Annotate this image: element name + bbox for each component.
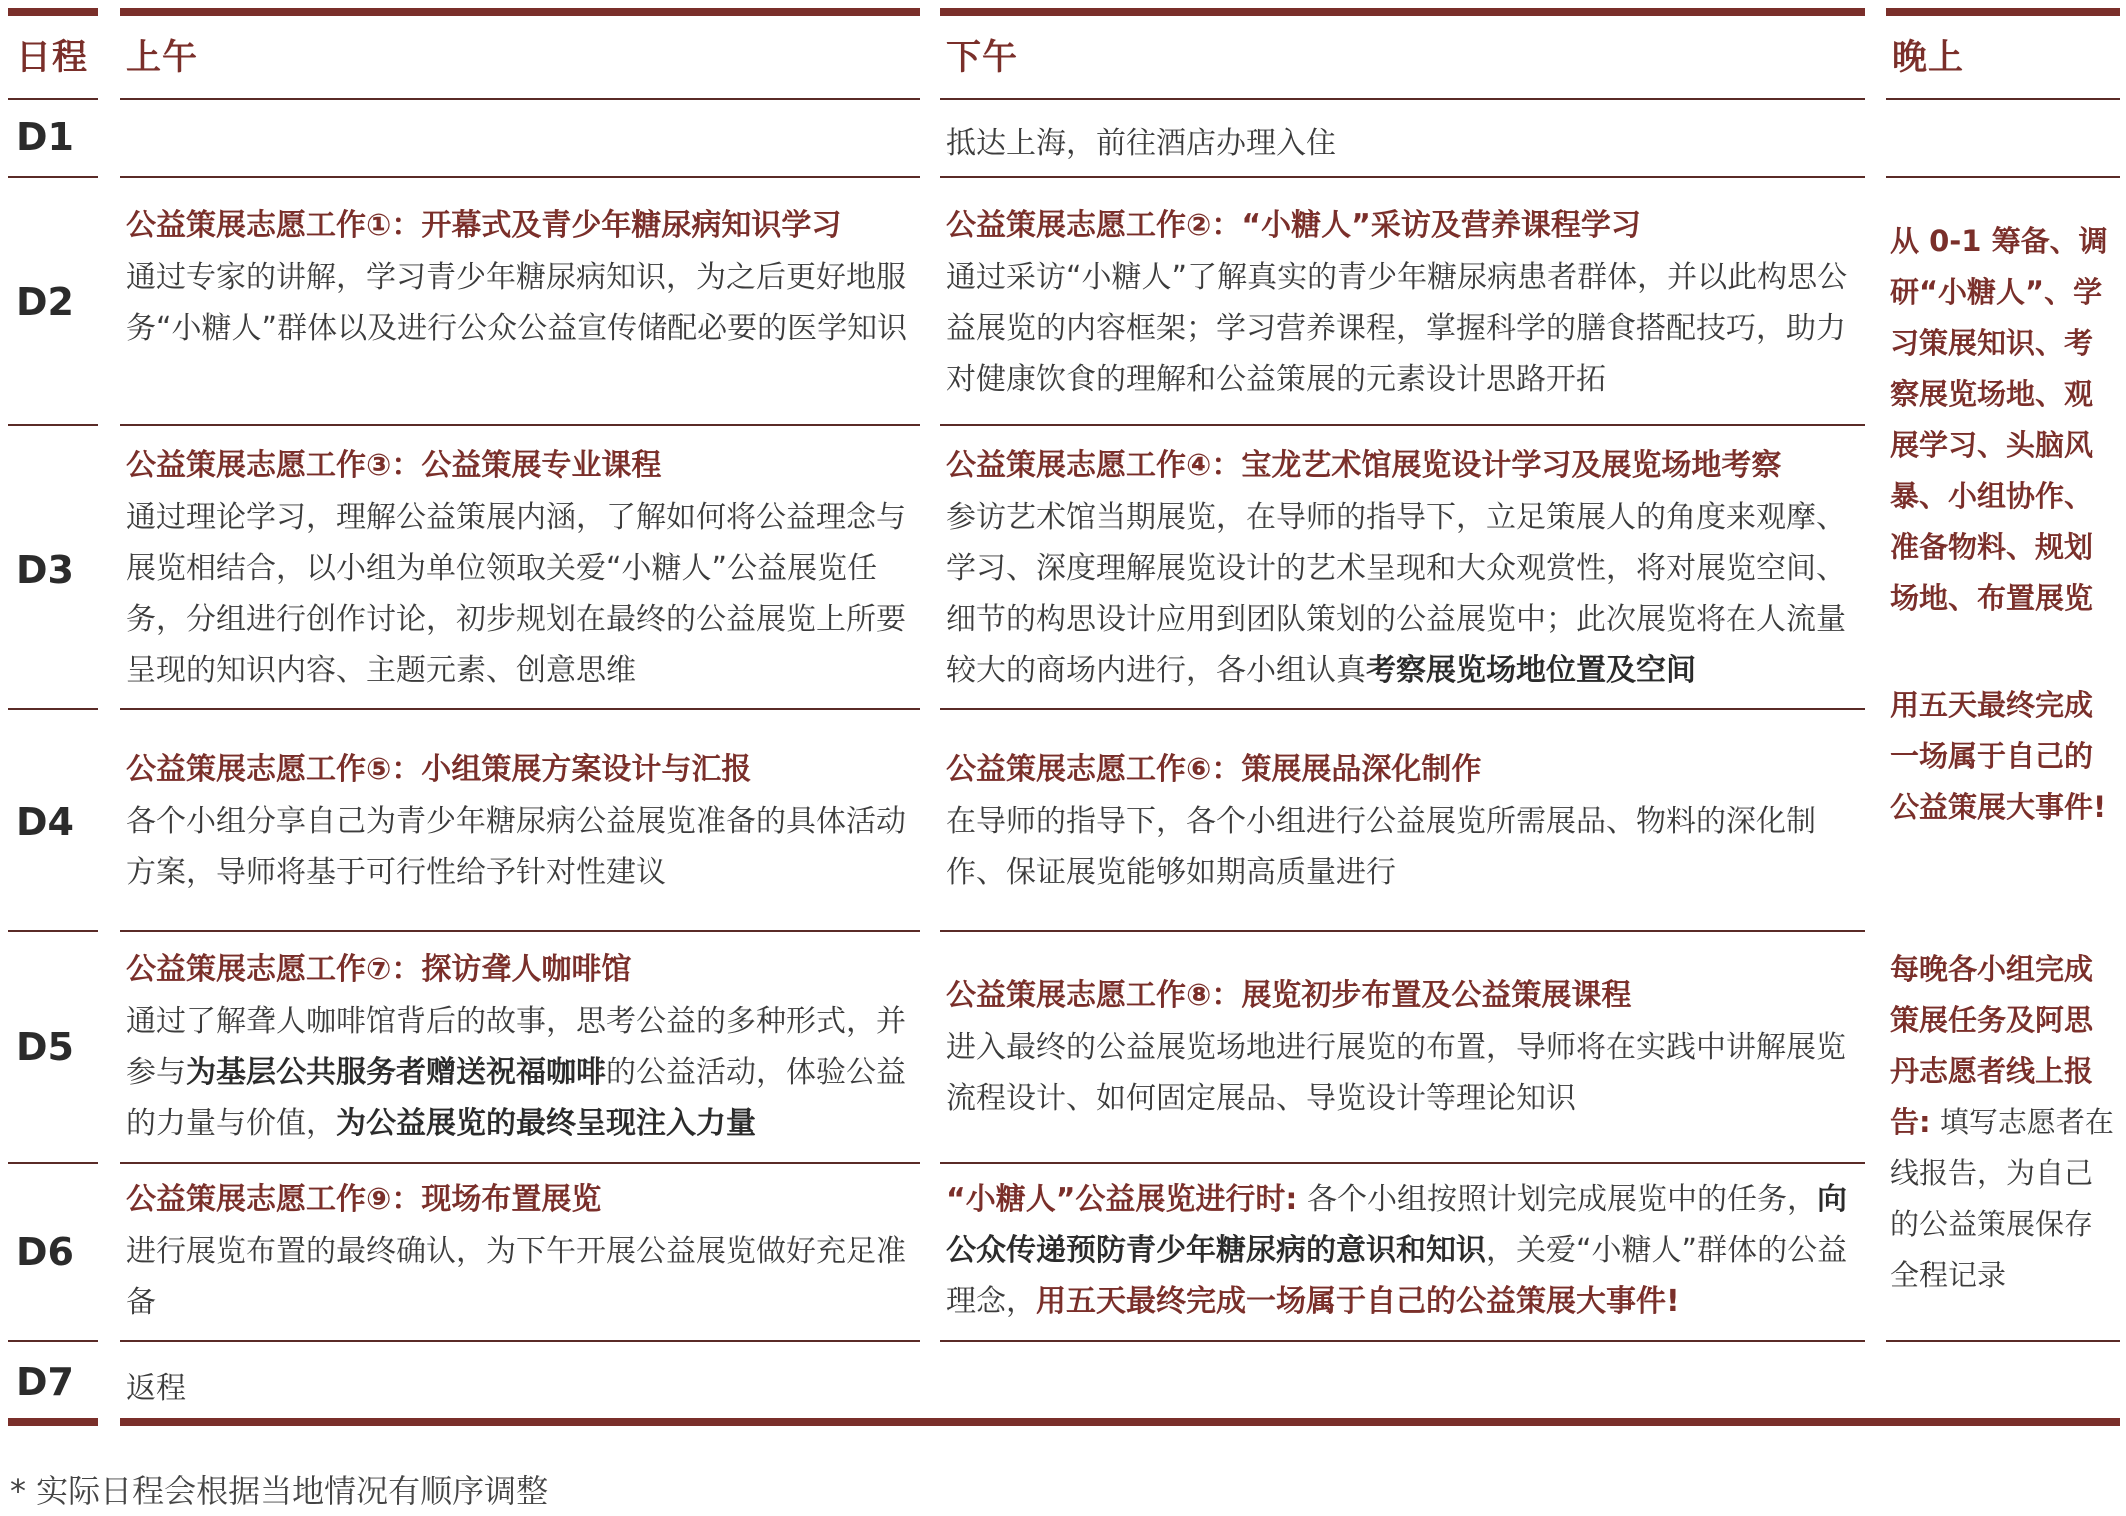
d3-afternoon-body-text: 参访艺术馆当期展览，在导师的指导下，立足策展人的角度来观摩、学习、深度理解展览设计的艺术呈现和大众观赏性，将对展览空间、细节的构思设计应用到团队策划的公益展览中；此次展览将在人流量较大的商场内进行，各小组认真 — [946, 500, 1846, 688]
d5-morning-bold-1: 为基层公共服务者赠送祝福咖啡 — [186, 1055, 606, 1090]
day-label-d6: D6 — [16, 1230, 74, 1274]
evening-text-3 — [1890, 944, 2118, 1301]
d3-afternoon-body — [946, 492, 1860, 696]
d3-afternoon-title: 公益策展志愿工作④：宝龙艺术馆展览设计学习及展览场地考察 — [946, 448, 1782, 483]
d4-afternoon-title: 公益策展志愿工作⑥：策展展品深化制作 — [946, 752, 1482, 787]
day-label-d2: D2 — [16, 280, 74, 324]
evening-highlight-3: 每晚各小组完成策展任务及阿思丹志愿者线上报告: — [1890, 952, 2094, 1139]
bottom-bar-main — [120, 1418, 2120, 1426]
sep-d6-day — [8, 1340, 98, 1342]
bottom-bar-day — [8, 1418, 98, 1426]
d6-morning — [126, 1174, 916, 1328]
d5-afternoon-title: 公益策展志愿工作⑧：展览初步布置及公益策展课程 — [946, 978, 1632, 1013]
d6-morning-title: 公益策展志愿工作⑨：现场布置展览 — [126, 1182, 602, 1217]
d3-morning-title: 公益策展志愿工作③：公益策展专业课程 — [126, 448, 662, 483]
d6-afternoon — [946, 1174, 1860, 1327]
sep-d3-am — [120, 708, 920, 710]
d5-afternoon — [946, 970, 1860, 1124]
sep-d4-day — [8, 930, 98, 932]
top-bar-pm — [940, 8, 1865, 16]
d3-afternoon — [946, 440, 1860, 696]
sep-d2-day — [8, 424, 98, 426]
header-day: 日程 — [16, 38, 89, 78]
d6-afternoon-body — [946, 1174, 1860, 1327]
d5-afternoon-body: 进入最终的公益展览场地进行展览的布置，导师将在实践中讲解展览流程设计、如何固定展品、导览设计等理论知识 — [946, 1030, 1846, 1116]
d6-afternoon-lead: “小糖人”公益展览进行时: — [946, 1182, 1298, 1217]
sep-d5-am — [120, 1162, 920, 1164]
sep-d2-am — [120, 424, 920, 426]
evening-body-3: 填写志愿者在线报告，为自己的公益策展保存全程记录 — [1890, 1105, 2114, 1292]
sep-d2-pm — [940, 424, 1865, 426]
day-label-d4: D4 — [16, 800, 74, 844]
evening-highlight-2: 用五天最终完成一场属于自己的公益策展大事件! — [1890, 688, 2107, 824]
d6-afternoon-bold-2: 用五天最终完成一场属于自己的公益策展大事件! — [1036, 1284, 1680, 1319]
top-bar-am — [120, 8, 920, 16]
evening-highlight-1: 从 0-1 筹备、调研“小糖人”、学习策展知识、考察展览场地、观展学习、头脑风暴、小组协作、准备物料、规划场地、布置展览 — [1890, 224, 2108, 615]
d4-morning-title: 公益策展志愿工作⑤：小组策展方案设计与汇报 — [126, 752, 752, 787]
d5-morning-text-2: 的公益活动，体验公益的力量与价值， — [126, 1055, 906, 1141]
header-afternoon: 下午 — [946, 38, 1019, 78]
d1-afternoon: 抵达上海，前往酒店办理入住 — [946, 126, 1336, 161]
d2-morning-body: 通过专家的讲解，学习青少年糖尿病知识，为之后更好地服务“小糖人”群体以及进行公众公益宣传储配必要的医学知识 — [126, 260, 908, 346]
sep-d4-am — [120, 930, 920, 932]
d5-morning-title: 公益策展志愿工作⑦：探访聋人咖啡馆 — [126, 952, 632, 987]
d2-afternoon-title: 公益策展志愿工作②：“小糖人”采访及营养课程学习 — [946, 208, 1641, 243]
d5-morning — [126, 944, 916, 1149]
top-bar-day — [8, 8, 98, 16]
evening-text-1 — [1890, 216, 2118, 624]
d6-afternoon-bold-1: 向公众传递预防青少年糖尿病的意识和知识 — [946, 1182, 1847, 1268]
d3-morning — [126, 440, 916, 696]
sep-header-am — [120, 98, 920, 100]
sep-d6-pm — [940, 1340, 1865, 1342]
sep-d6-am — [120, 1340, 920, 1342]
d6-morning-body: 进行展览布置的最终确认，为下午开展公益展览做好充足准备 — [126, 1234, 906, 1320]
d6-afternoon-text-2: ，关爱“小糖人”群体的公益理念， — [946, 1233, 1848, 1319]
d5-morning-text-1: 通过了解聋人咖啡馆背后的故事，思考公益的多种形式，并参与 — [126, 1004, 906, 1090]
sep-d5-day — [8, 1162, 98, 1164]
sep-header-pm — [940, 98, 1865, 100]
sep-d6-night — [1886, 1340, 2120, 1342]
sep-d1-night — [1886, 176, 2120, 178]
d4-afternoon-body: 在导师的指导下，各个小组进行公益展览所需展品、物料的深化制作、保证展览能够如期高质量进行 — [946, 804, 1816, 890]
sep-d4-pm — [940, 930, 1865, 932]
day-label-d7: D7 — [16, 1360, 74, 1404]
sep-header-night — [1886, 98, 2120, 100]
sep-d1-day — [8, 176, 98, 178]
header-morning: 上午 — [126, 38, 199, 78]
sep-d1-pm — [940, 176, 1865, 178]
d3-morning-body: 通过理论学习，理解公益策展内涵，了解如何将公益理念与展览相结合，以小组为单位领取关爱“小糖人”公益展览任务，分组进行创作讨论，初步规划在最终的公益展览上所要呈现的知识内容、主题元素、创意思维 — [126, 500, 906, 688]
d4-morning — [126, 744, 916, 898]
d2-morning — [126, 200, 916, 354]
sep-d3-pm — [940, 708, 1865, 710]
d4-morning-body: 各个小组分享自己为青少年糖尿病公益展览准备的具体活动方案，导师将基于可行性给予针对性建议 — [126, 804, 906, 890]
header-evening: 晚上 — [1892, 38, 1965, 78]
top-bar-night — [1886, 8, 2120, 16]
day-label-d3: D3 — [16, 548, 74, 592]
d5-morning-body — [126, 996, 916, 1149]
d4-afternoon — [946, 744, 1860, 898]
sep-header-day — [8, 98, 98, 100]
footnote: * 实际日程会根据当地情况有顺序调整 — [10, 1472, 549, 1510]
d2-afternoon-body: 通过采访“小糖人”了解真实的青少年糖尿病患者群体，并以此构思公益展览的内容框架；学习营养课程，掌握科学的膳食搭配技巧，助力对健康饮食的理解和公益策展的元素设计思路开拓 — [946, 260, 1848, 397]
evening-text-2 — [1890, 680, 2118, 833]
d5-morning-bold-2: 为公益展览的最终呈现注入力量 — [336, 1106, 756, 1141]
day-label-d1: D1 — [16, 115, 74, 159]
sep-d3-day — [8, 708, 98, 710]
d3-afternoon-body-bold: 考察展览场地位置及空间 — [1366, 653, 1696, 688]
d6-afternoon-text-1: 各个小组按照计划完成展览中的任务， — [1297, 1182, 1817, 1217]
sep-d1-am — [120, 176, 920, 178]
d7-morning: 返程 — [126, 1371, 186, 1406]
sep-d5-pm — [940, 1162, 1865, 1164]
d2-morning-title: 公益策展志愿工作①：开幕式及青少年糖尿病知识学习 — [126, 208, 842, 243]
d2-afternoon — [946, 200, 1860, 405]
day-label-d5: D5 — [16, 1025, 74, 1069]
